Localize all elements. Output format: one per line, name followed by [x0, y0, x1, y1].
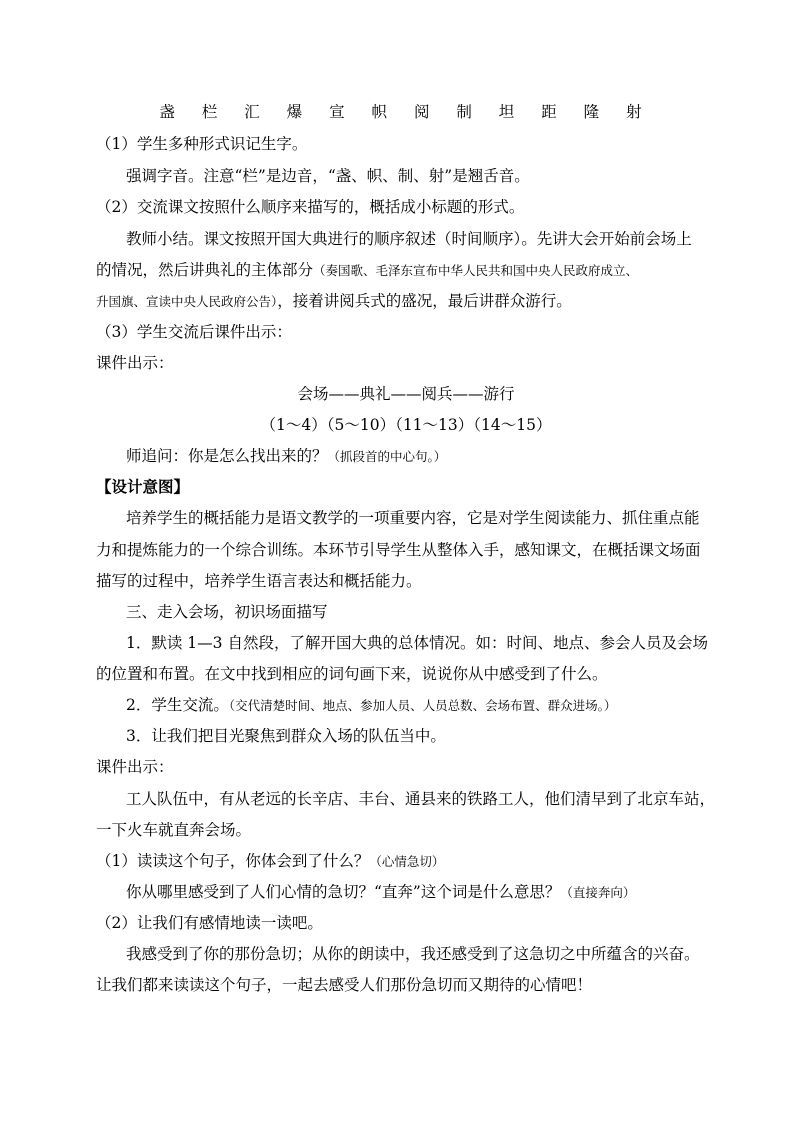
- item-2-note: （交代清楚时间、地点、参加人员、人员总数、会场布置、群众进场。）: [228, 698, 617, 713]
- design-line-c: 描写的过程中，培养学生语言表达和概括能力。: [96, 572, 422, 590]
- courseware-label-2: 课件出示：: [96, 758, 174, 776]
- question-1-follow-up-note: （直接奔向）: [560, 885, 636, 900]
- design-line-b: 力和提炼能力的一个综合训练。本环节引导学生从整体入手，感知课文，在概括课文场面: [96, 541, 701, 559]
- outline-headings: 会场——典礼——阅兵——游行: [297, 385, 515, 403]
- step-1-detail: 强调字音。注意“栏”是边音，“盏、帜、制、射”是翘舌音。: [126, 167, 530, 185]
- closing-line-a: 我感受到了你的那份急切；从你的朗读中，我还感受到了这急切之中所蕴含的兴奋。: [126, 945, 700, 963]
- summary-line-c-note: 升国旗、宣读中央人民政府公告）: [96, 294, 278, 309]
- item-1-line-b: 的位置和布置。在文中找到相应的词句画下来，说说你从中感受到了什么。: [96, 665, 608, 683]
- question-1-note: （心情急切）: [369, 854, 445, 869]
- outline-paragraph-ranges: （1～4）（5～10）（11～13）（14～15）: [260, 416, 552, 434]
- step-1: （1）学生多种形式识记生字。: [96, 135, 308, 153]
- vocab-line: 盏 栏 汇 爆 宣 帜 阅 制 坦 距 隆 射: [159, 103, 653, 121]
- item-2: [126, 695, 746, 716]
- teacher-question-note: （抓段首的中心句。）: [327, 449, 447, 464]
- courseware-label-1: 课件出示：: [96, 354, 174, 372]
- item-2-main: 2．学生交流。: [126, 696, 229, 714]
- summary-line-a: 教师小结。课文按照开国大典进行的顺序叙述（时间顺序）。先讲大会开始前会场上: [126, 230, 692, 248]
- summary-line-c: [96, 291, 716, 312]
- step-3: （3）学生交流后课件出示：: [96, 323, 292, 341]
- design-line-a: 培养学生的概括能力是语文教学的一项重要内容，它是对学生阅读能力、抓住重点能: [126, 509, 700, 527]
- design-intent-heading: 【设计意图】: [96, 478, 190, 496]
- teacher-question-main: 师追问：你是怎么找出来的？: [126, 447, 328, 465]
- summary-line-c-main: ，接着讲阅兵式的盛况，最后讲群众游行。: [277, 292, 572, 310]
- question-1-follow-up-main: 你从哪里感受到了人们心情的急切？“直奔”这个词是什么意思？: [126, 883, 561, 901]
- question-1-main: （1）读读这个句子，你体会到了什么？: [96, 852, 370, 870]
- summary-line-b-note: （奏国歌、毛泽东宣布中华人民共和国中央人民政府成立、: [313, 263, 639, 278]
- closing-line-b: 让我们都来读读这个句子，一起去感受人们那份急切而又期待的心情吧！: [96, 976, 593, 994]
- question-1-follow-up: [126, 882, 746, 903]
- quote-line-b: 一下火车就直奔会场。: [96, 821, 252, 839]
- teacher-question: [126, 446, 746, 467]
- step-2: （2）交流课文按照什么顺序来描写的，概括成小标题的形式。: [96, 198, 525, 216]
- summary-line-b-main: 的情况，然后讲典礼的主体部分: [96, 261, 314, 279]
- section-3-heading: 三、走入会场，初识场面描写: [126, 603, 328, 621]
- question-1: [96, 851, 716, 872]
- item-3: 3．让我们把目光聚焦到群众入场的队伍当中。: [126, 727, 446, 745]
- quote-line-a: 工人队伍中，有从老远的长辛店、丰台、通县来的铁路工人，他们清早到了北京车站，: [126, 790, 716, 808]
- item-1-line-a: 1．默读 1—3 自然段，了解开国大典的总体情况。如：时间、地点、参会人员及会场: [126, 634, 708, 652]
- question-2: （2）让我们有感情地读一读吧。: [96, 914, 323, 932]
- summary-line-b: [96, 260, 716, 281]
